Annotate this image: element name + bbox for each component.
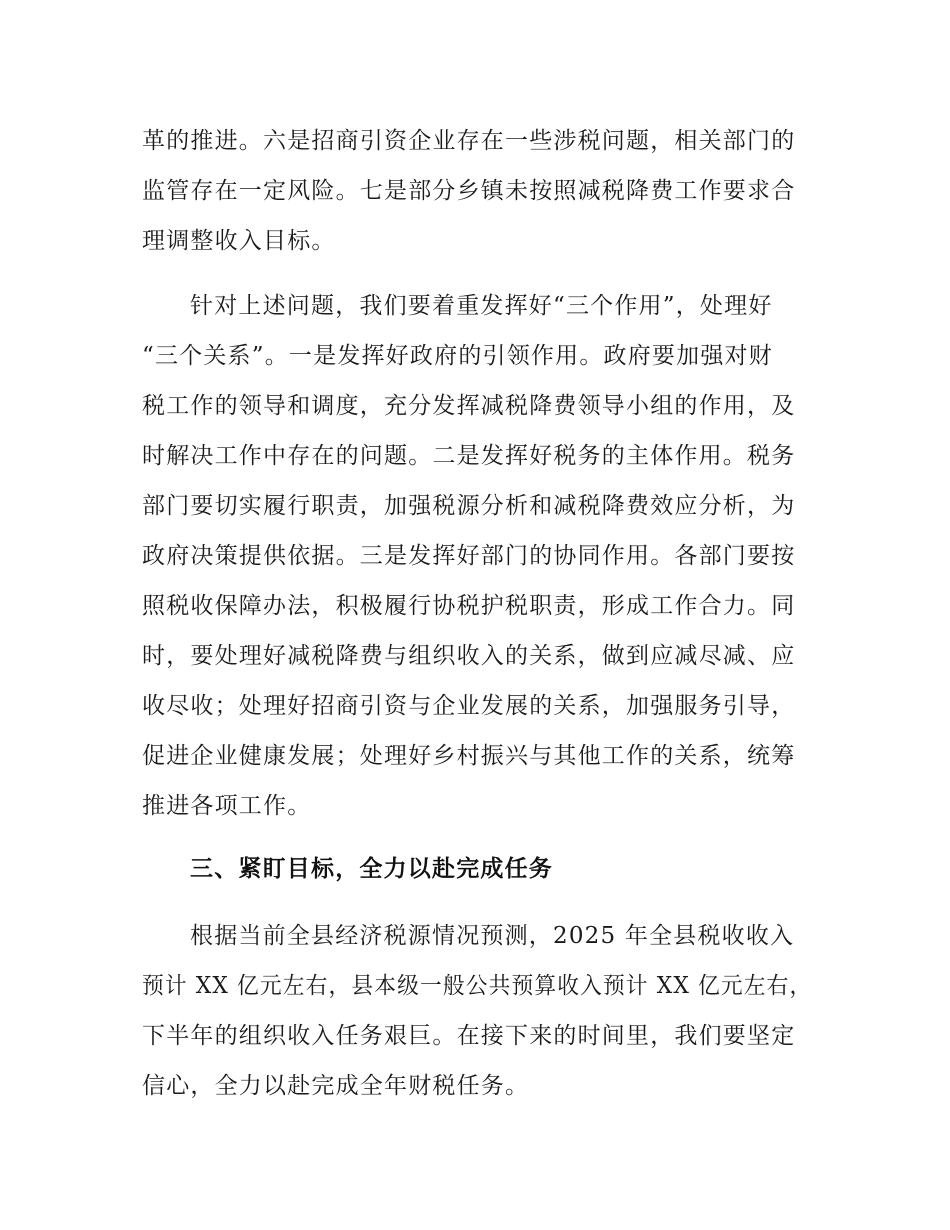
body-text-line: 监管存在一定风险。七是部分乡镇未按照减税降费工作要求合	[142, 178, 796, 204]
body-text-line: 促进企业健康发展；处理好乡村振兴与其他工作的关系，统筹	[142, 743, 796, 769]
body-text-line: 推进各项工作。	[142, 793, 312, 819]
body-text-line: “三个关系”。一是发挥好政府的引领作用。政府要加强对财	[142, 343, 773, 369]
body-text-line: 根据当前全县经济税源情况预测，2025 年全县税收收入	[190, 923, 795, 949]
body-text-line: 下半年的组织收入任务艰巨。在接下来的时间里，我们要坚定	[142, 1023, 796, 1049]
body-text-line: 预计 XX 亿元左右，县本级一般公共预算收入预计 XX 亿元左右，	[142, 973, 813, 999]
body-text-line: 收尽收；处理好招商引资与企业发展的关系，加强服务引导，	[142, 693, 796, 719]
body-text-line: 照税收保障办法，积极履行协税护税职责，形成工作合力。同	[142, 593, 796, 619]
body-text-line: 政府决策提供依据。三是发挥好部门的协同作用。各部门要按	[142, 543, 796, 569]
body-text-line: 税工作的领导和调度，充分发挥减税降费领导小组的作用，及	[142, 393, 796, 419]
body-text-line: 理调整收入目标。	[142, 228, 336, 254]
body-text-line: 时解决工作中存在的问题。二是发挥好税务的主体作用。税务	[142, 443, 796, 469]
body-text-line: 部门要切实履行职责，加强税源分析和减税降费效应分析，为	[142, 493, 796, 519]
body-text-line: 信心，全力以赴完成全年财税任务。	[142, 1073, 530, 1099]
body-text-line: 时，要处理好减税降费与组织收入的关系，做到应减尽减、应	[142, 643, 796, 669]
body-text-line: 革的推进。六是招商引资企业存在一些涉税问题，相关部门的	[142, 128, 796, 154]
body-text-line: 针对上述问题，我们要着重发挥好“三个作用”，处理好	[190, 293, 773, 319]
section-heading: 三、紧盯目标，全力以赴完成任务	[190, 856, 553, 882]
